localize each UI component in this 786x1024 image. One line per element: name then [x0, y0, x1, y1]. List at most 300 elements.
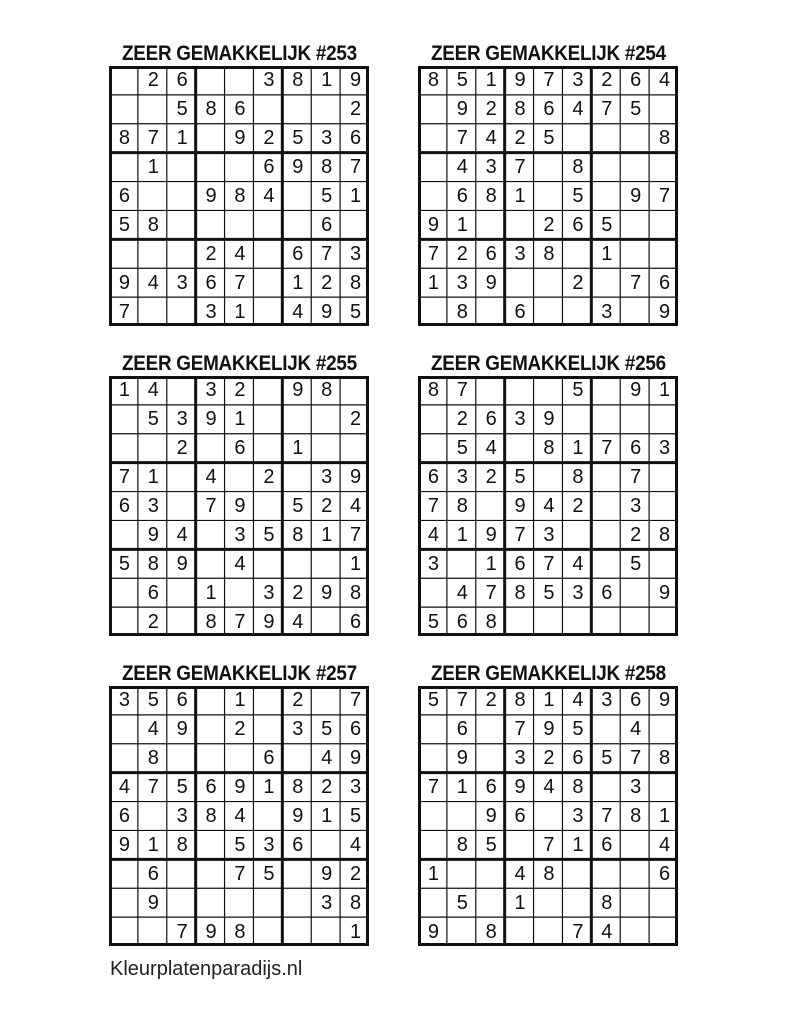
sudoku-cell	[620, 578, 649, 607]
sudoku-cell	[340, 434, 369, 463]
sudoku-cell: 5	[147, 408, 159, 431]
sudoku-cell: 6	[205, 271, 217, 294]
sudoku-cell: 6	[601, 581, 613, 604]
sudoku-cell: 4	[321, 747, 333, 770]
sudoku-cell	[109, 607, 138, 636]
sudoku-cell: 8	[427, 69, 439, 92]
sudoku-cell	[418, 297, 447, 326]
sudoku-cell: 1	[118, 379, 130, 402]
sudoku-cell	[649, 888, 678, 917]
sudoku-cell: 8	[630, 804, 642, 827]
sudoku-cell: 6	[543, 98, 555, 121]
sudoku-cell	[505, 268, 534, 297]
sudoku-grid	[418, 686, 678, 946]
sudoku-cell	[562, 124, 591, 153]
sudoku-cell: 3	[349, 242, 362, 265]
sudoku-cell	[505, 210, 534, 239]
sudoku-cell: 4	[543, 776, 555, 799]
sudoku-cell: 4	[572, 552, 584, 575]
sudoku-cell	[534, 376, 563, 405]
sudoku-cell: 6	[234, 437, 246, 460]
sudoku-cell	[562, 520, 591, 549]
sudoku-cell: 9	[543, 408, 555, 431]
sudoku-cell: 8	[147, 552, 159, 575]
sudoku-cell: 2	[349, 408, 362, 431]
sudoku-cell	[418, 830, 447, 859]
sudoku-cell: 6	[205, 776, 217, 799]
sudoku-cell: 3	[321, 466, 333, 489]
sudoku-cell: 6	[601, 833, 613, 856]
sudoku-cell	[649, 715, 678, 744]
sudoku-cell: 4	[572, 689, 584, 712]
sudoku-cell	[196, 434, 225, 463]
sudoku-cell: 1	[514, 891, 526, 914]
sudoku-cell: 7	[176, 920, 188, 943]
sudoku-cell	[253, 549, 282, 578]
sudoku-cell: 7	[630, 271, 642, 294]
sudoku-cell	[282, 95, 311, 124]
sudoku-cell: 5	[176, 98, 188, 121]
sudoku-cell	[196, 153, 225, 182]
sudoku-cell: 9	[658, 581, 671, 604]
sudoku-cell	[109, 859, 138, 888]
sudoku-cell: 1	[234, 689, 246, 712]
sudoku-cell: 7	[658, 184, 671, 207]
sudoku-cell: 3	[176, 408, 188, 431]
sudoku-cell: 9	[321, 581, 333, 604]
sudoku-cell	[534, 297, 563, 326]
sudoku-cell: 3	[205, 300, 217, 323]
sudoku-cell: 1	[292, 271, 304, 294]
sudoku-cell: 9	[205, 408, 217, 431]
sudoku-cell: 9	[234, 127, 246, 150]
sudoku-cell	[620, 153, 649, 182]
sudoku-cell	[253, 376, 282, 405]
sudoku-cell	[138, 182, 167, 211]
sudoku-cell: 4	[349, 494, 362, 517]
puzzle-title: ZEER GEMAKKELIJK #255	[122, 352, 357, 375]
sudoku-cell: 6	[321, 213, 333, 236]
sudoku-cell: 8	[485, 920, 497, 943]
sudoku-cell: 6	[292, 242, 304, 265]
sudoku-cell: 1	[349, 552, 362, 575]
sudoku-grid	[109, 376, 369, 636]
sudoku-cell: 7	[543, 833, 555, 856]
sudoku-cell: 7	[349, 156, 362, 179]
sudoku-cell: 4	[349, 833, 362, 856]
sudoku-cell: 6	[456, 718, 468, 741]
sudoku-cell: 3	[456, 271, 468, 294]
sudoku-cell: 9	[658, 689, 671, 712]
sudoku-cell: 3	[630, 776, 642, 799]
sudoku-cell: 9	[485, 271, 497, 294]
sudoku-cell: 3	[601, 689, 613, 712]
sudoku-cell: 8	[427, 379, 439, 402]
sudoku-cell: 8	[572, 466, 584, 489]
sudoku-cell: 9	[349, 747, 362, 770]
sudoku-cell	[620, 124, 649, 153]
sudoku-cell	[167, 153, 196, 182]
sudoku-cell: 9	[456, 747, 468, 770]
sudoku-cell: 7	[456, 127, 468, 150]
sudoku-cell: 8	[601, 891, 613, 914]
sudoku-cell: 9	[485, 523, 497, 546]
sudoku-cell	[591, 463, 620, 492]
sudoku-cell	[418, 95, 447, 124]
sudoku-cell: 9	[321, 862, 333, 885]
sudoku-cell: 5	[572, 718, 584, 741]
sudoku-cell: 5	[456, 437, 468, 460]
sudoku-cell	[282, 744, 311, 773]
sudoku-cell: 8	[349, 891, 362, 914]
sudoku-cell: 5	[630, 98, 642, 121]
cell-grid	[109, 376, 369, 636]
sudoku-cell: 5	[349, 804, 362, 827]
sudoku-cell	[476, 859, 505, 888]
sudoku-cell	[591, 859, 620, 888]
sudoku-cell	[282, 888, 311, 917]
sudoku-cell	[534, 463, 563, 492]
sudoku-cell	[505, 376, 534, 405]
sudoku-cell	[505, 917, 534, 946]
sudoku-cell: 1	[658, 804, 671, 827]
sudoku-cell	[476, 492, 505, 521]
sudoku-cell	[591, 715, 620, 744]
sudoku-cell	[447, 917, 476, 946]
sudoku-cell: 1	[234, 300, 246, 323]
sudoku-cell: 8	[234, 920, 246, 943]
sudoku-cell: 7	[630, 466, 642, 489]
sudoku-cell: 8	[292, 776, 304, 799]
sudoku-cell: 4	[263, 184, 275, 207]
sudoku-cell: 5	[118, 213, 130, 236]
sudoku-cell	[649, 463, 678, 492]
sudoku-cell: 6	[118, 494, 130, 517]
sudoku-cell: 6	[349, 610, 362, 633]
sudoku-cell	[562, 888, 591, 917]
sudoku-cell	[109, 239, 138, 268]
sudoku-cell: 6	[514, 300, 526, 323]
sudoku-cell: 5	[118, 552, 130, 575]
sudoku-cell: 7	[427, 776, 439, 799]
sudoku-cell: 3	[118, 689, 130, 712]
cell-grid	[109, 686, 369, 946]
sudoku-cell	[534, 607, 563, 636]
sudoku-cell: 5	[630, 552, 642, 575]
sudoku-cell	[225, 888, 254, 917]
sudoku-cell: 8	[572, 776, 584, 799]
sudoku-cell: 9	[205, 184, 217, 207]
sudoku-cell	[418, 715, 447, 744]
sudoku-cell: 1	[147, 156, 159, 179]
sudoku-cell: 4	[292, 300, 304, 323]
sudoku-cell	[620, 297, 649, 326]
sudoku-cell: 6	[485, 242, 497, 265]
sudoku-cell: 4	[658, 69, 671, 92]
sudoku-cell	[138, 239, 167, 268]
sudoku-cell	[109, 888, 138, 917]
sudoku-cell: 1	[321, 69, 333, 92]
sudoku-cell: 3	[263, 69, 275, 92]
sudoku-cell	[167, 210, 196, 239]
sudoku-cell	[418, 888, 447, 917]
sudoku-cell: 7	[349, 523, 362, 546]
sudoku-cell: 1	[176, 127, 188, 150]
sudoku-cell: 3	[427, 552, 439, 575]
sudoku-cell: 8	[234, 184, 246, 207]
sudoku-cell: 9	[514, 776, 526, 799]
sudoku-cell: 3	[572, 581, 584, 604]
sudoku-cell: 8	[292, 523, 304, 546]
sudoku-cell	[562, 607, 591, 636]
sudoku-cell	[649, 153, 678, 182]
sudoku-cell	[109, 434, 138, 463]
sudoku-cell	[196, 124, 225, 153]
sudoku-cell: 8	[658, 523, 671, 546]
sudoku-cell	[591, 376, 620, 405]
sudoku-cell	[620, 830, 649, 859]
sudoku-cell	[476, 297, 505, 326]
sudoku-cell	[476, 376, 505, 405]
sudoku-cell	[109, 715, 138, 744]
puzzle-title: ZEER GEMAKKELIJK #258	[431, 662, 666, 685]
sudoku-cell	[591, 124, 620, 153]
sudoku-cell: 8	[118, 127, 130, 150]
sudoku-cell: 6	[514, 804, 526, 827]
sudoku-cell	[253, 405, 282, 434]
sudoku-cell: 3	[543, 523, 555, 546]
sudoku-cell: 7	[485, 581, 497, 604]
sudoku-cell	[138, 297, 167, 326]
sudoku-cell	[649, 239, 678, 268]
sudoku-cell: 4	[292, 610, 304, 633]
sudoku-cell	[196, 686, 225, 715]
sudoku-cell	[253, 239, 282, 268]
sudoku-cell	[591, 268, 620, 297]
sudoku-cell: 6	[572, 747, 584, 770]
sudoku-cell	[562, 297, 591, 326]
sudoku-cell: 1	[485, 552, 497, 575]
sudoku-cell	[620, 607, 649, 636]
sudoku-cell	[225, 66, 254, 95]
sudoku-cell: 4	[234, 552, 246, 575]
sudoku-cell: 8	[514, 581, 526, 604]
sudoku-cell	[253, 210, 282, 239]
sudoku-cell: 4	[572, 98, 584, 121]
sudoku-cell	[649, 607, 678, 636]
sudoku-cell	[109, 744, 138, 773]
sudoku-cell: 9	[514, 494, 526, 517]
sudoku-cell	[167, 182, 196, 211]
sudoku-cell: 2	[456, 242, 468, 265]
sudoku-cell: 9	[234, 776, 246, 799]
sudoku-cell	[591, 405, 620, 434]
sudoku-cell: 1	[349, 184, 362, 207]
sudoku-cell: 8	[572, 156, 584, 179]
sudoku-cell	[253, 802, 282, 831]
sudoku-cell	[649, 95, 678, 124]
sudoku-cell	[253, 917, 282, 946]
cell-grid	[418, 376, 678, 636]
sudoku-cell: 6	[349, 718, 362, 741]
sudoku-cell	[562, 239, 591, 268]
sudoku-cell	[591, 549, 620, 578]
sudoku-cell: 3	[321, 891, 333, 914]
puzzle-title: ZEER GEMAKKELIJK #257	[122, 662, 357, 685]
sudoku-cell: 6	[292, 833, 304, 856]
sudoku-cell	[311, 607, 340, 636]
sudoku-cell	[253, 297, 282, 326]
sudoku-cell	[167, 463, 196, 492]
sudoku-cell: 2	[321, 776, 333, 799]
sudoku-cell: 9	[118, 833, 130, 856]
sudoku-cell: 3	[630, 494, 642, 517]
sudoku-cell	[196, 715, 225, 744]
sudoku-cell	[418, 802, 447, 831]
sudoku-cell: 8	[514, 98, 526, 121]
sudoku-cell: 4	[205, 466, 217, 489]
sudoku-cell	[138, 95, 167, 124]
sudoku-cell	[167, 376, 196, 405]
sudoku-cell: 7	[427, 242, 439, 265]
sudoku-cell	[311, 549, 340, 578]
sudoku-cell: 2	[485, 98, 497, 121]
sudoku-cell	[282, 549, 311, 578]
sudoku-cell: 4	[234, 804, 246, 827]
sudoku-cell	[620, 917, 649, 946]
sudoku-cell: 8	[176, 833, 188, 856]
sudoku-cell	[534, 153, 563, 182]
sudoku-cell: 9	[456, 98, 468, 121]
sudoku-cell: 1	[321, 523, 333, 546]
sudoku-cell	[418, 124, 447, 153]
sudoku-cell: 3	[572, 804, 584, 827]
sudoku-cell: 6	[118, 804, 130, 827]
sudoku-cell: 2	[321, 494, 333, 517]
sudoku-cell: 1	[601, 242, 613, 265]
site-credit: Kleurplatenparadijs.nl	[110, 958, 303, 980]
sudoku-cell: 3	[658, 437, 671, 460]
sudoku-cell: 6	[630, 69, 642, 92]
sudoku-cell: 7	[456, 379, 468, 402]
sudoku-cell: 3	[456, 466, 468, 489]
sudoku-cell: 2	[543, 747, 555, 770]
sudoku-cell: 2	[485, 466, 497, 489]
sudoku-cell	[418, 434, 447, 463]
sudoku-cell: 3	[514, 408, 526, 431]
sudoku-cell: 4	[456, 156, 468, 179]
sudoku-cell: 1	[456, 523, 468, 546]
sudoku-cell: 5	[321, 718, 333, 741]
sudoku-cell: 3	[349, 776, 362, 799]
sudoku-cell: 9	[205, 920, 217, 943]
sudoku-cell: 7	[543, 69, 555, 92]
sudoku-cell: 6	[658, 271, 671, 294]
sudoku-cell: 6	[427, 466, 439, 489]
sudoku-cell: 8	[292, 69, 304, 92]
sudoku-cell: 8	[543, 437, 555, 460]
sudoku-cell: 1	[234, 408, 246, 431]
sudoku-cell: 2	[147, 610, 159, 633]
sudoku-cell	[620, 888, 649, 917]
sudoku-cell: 5	[543, 581, 555, 604]
sudoku-cell: 2	[234, 379, 246, 402]
sudoku-cell	[253, 95, 282, 124]
sudoku-cell: 4	[427, 523, 439, 546]
sudoku-cell: 5	[456, 891, 468, 914]
sudoku-cell	[253, 268, 282, 297]
sudoku-cell: 6	[572, 213, 584, 236]
sudoku-cell	[282, 463, 311, 492]
sudoku-cell: 7	[234, 610, 246, 633]
sudoku-cell: 2	[349, 98, 362, 121]
sudoku-cell: 5	[349, 300, 362, 323]
cell-grid	[418, 686, 678, 946]
sudoku-cell	[311, 917, 340, 946]
sudoku-cell: 9	[292, 156, 304, 179]
sudoku-grid	[418, 376, 678, 636]
sudoku-cell	[649, 405, 678, 434]
sudoku-cell: 8	[147, 747, 159, 770]
sudoku-cell: 8	[514, 689, 526, 712]
sudoku-cell	[562, 859, 591, 888]
sudoku-cell: 8	[349, 581, 362, 604]
sudoku-cell: 7	[234, 271, 246, 294]
sudoku-cell: 4	[456, 581, 468, 604]
sudoku-cell: 8	[658, 747, 671, 770]
sudoku-cell: 6	[485, 408, 497, 431]
sudoku-cell: 4	[630, 718, 642, 741]
sudoku-cell: 9	[118, 271, 130, 294]
sudoku-cell: 9	[630, 184, 642, 207]
sudoku-cell: 7	[118, 466, 130, 489]
sudoku-cell: 9	[292, 804, 304, 827]
sudoku-cell: 6	[630, 437, 642, 460]
sudoku-cell	[109, 917, 138, 946]
sudoku-cell: 7	[321, 242, 333, 265]
sudoku-cell	[476, 715, 505, 744]
sudoku-cell	[649, 917, 678, 946]
sudoku-cell	[418, 744, 447, 773]
sudoku-cell	[253, 434, 282, 463]
sudoku-cell: 2	[630, 523, 642, 546]
sudoku-cell: 7	[601, 804, 613, 827]
sudoku-cell: 5	[321, 184, 333, 207]
sudoku-cell	[167, 239, 196, 268]
sudoku-grid	[418, 66, 678, 326]
sudoku-cell: 9	[485, 804, 497, 827]
sudoku-cell	[418, 153, 447, 182]
sudoku-cell	[649, 210, 678, 239]
sudoku-cell: 6	[485, 776, 497, 799]
sudoku-cell	[109, 520, 138, 549]
sudoku-cell	[591, 773, 620, 802]
sudoku-cell: 1	[572, 437, 584, 460]
sudoku-cell: 4	[543, 494, 555, 517]
sudoku-cell: 5	[456, 69, 468, 92]
sudoku-cell: 2	[543, 213, 555, 236]
sudoku-cell: 2	[205, 242, 217, 265]
sudoku-cell	[196, 549, 225, 578]
sudoku-cell: 6	[234, 98, 246, 121]
sudoku-cell: 2	[263, 127, 275, 150]
sudoku-cell: 5	[543, 127, 555, 150]
sudoku-cell: 6	[630, 689, 642, 712]
sudoku-cell	[649, 773, 678, 802]
sudoku-cell: 3	[147, 494, 159, 517]
sudoku-cell	[138, 434, 167, 463]
sudoku-cell	[225, 744, 254, 773]
